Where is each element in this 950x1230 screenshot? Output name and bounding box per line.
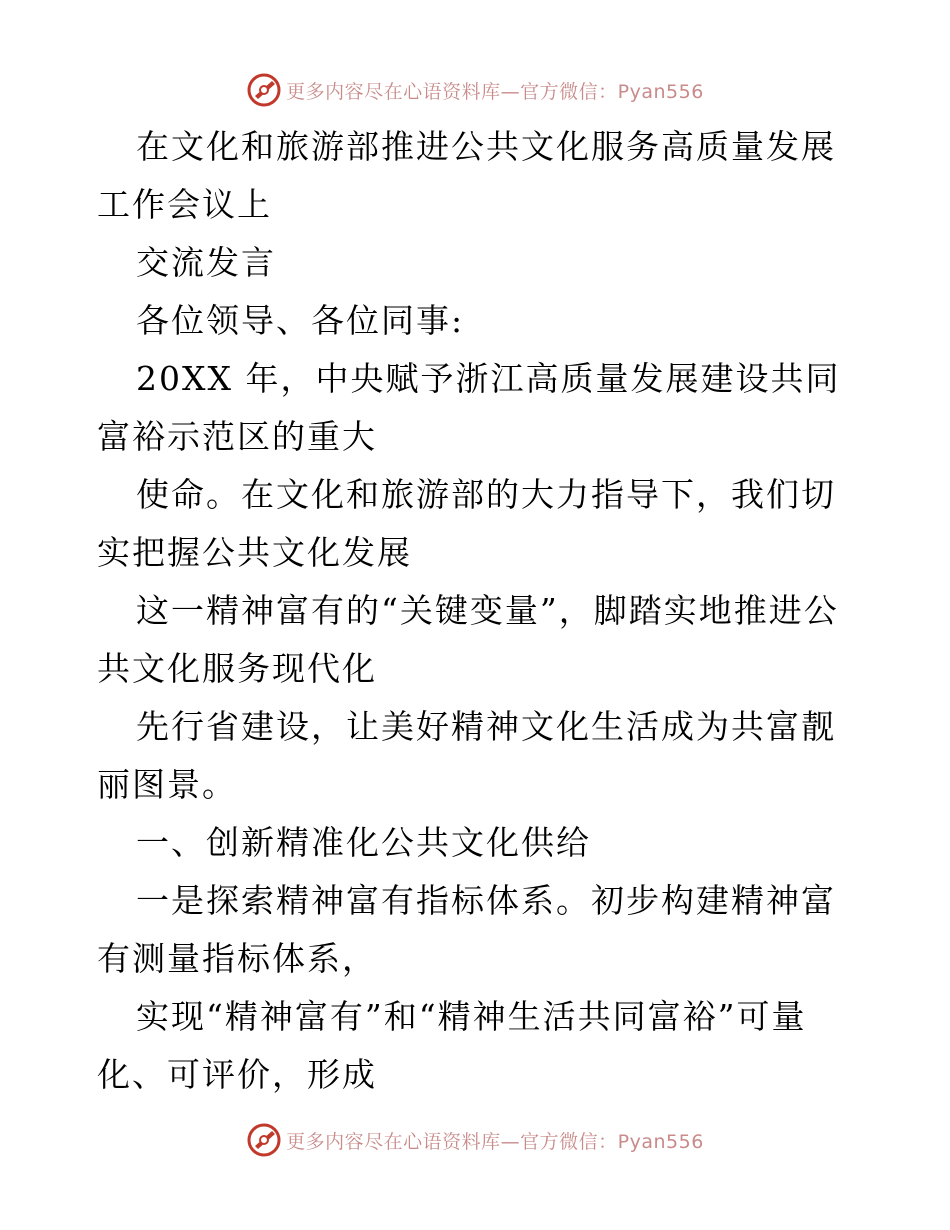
watermark-logo-icon [246,1122,282,1158]
paragraph: 实现“精神富有”和“精神生活共同富裕”可量化、可评价，形成 [97,997,807,1094]
paragraph-salutation: 各位领导、各位同事: [136,301,465,340]
paragraph: 先行省建设，让美好精神文化生活成为共富靓丽图景。 [97,707,836,804]
paragraph: 这一精神富有的“关键变量”，脚踏实地推进公共文化服务现代化 [97,591,839,688]
paragraph-subtitle: 交流发言 [136,243,276,282]
header-watermark [0,70,950,110]
document-body [97,118,857,1104]
watermark-logo-icon [246,72,282,108]
section-heading: 一、创新精准化公共文化供给 [136,823,591,862]
watermark-text: 更多内容尽在心语资料库—官方微信：Pyan556 [286,1130,704,1153]
paragraph: 20XX 年，中央赋予浙江高质量发展建设共同富裕示范区的重大 [97,359,841,456]
paragraph: 使命。在文化和旅游部的大力指导下，我们切实把握公共文化发展 [97,475,836,572]
watermark-text: 更多内容尽在心语资料库—官方微信：Pyan556 [286,80,704,103]
paragraph: 一是探索精神富有指标体系。初步构建精神富有测量指标体系， [97,881,836,978]
paragraph-title: 在文化和旅游部推进公共文化服务高质量发展工作会议上 [97,127,836,224]
footer-watermark [0,1120,950,1160]
